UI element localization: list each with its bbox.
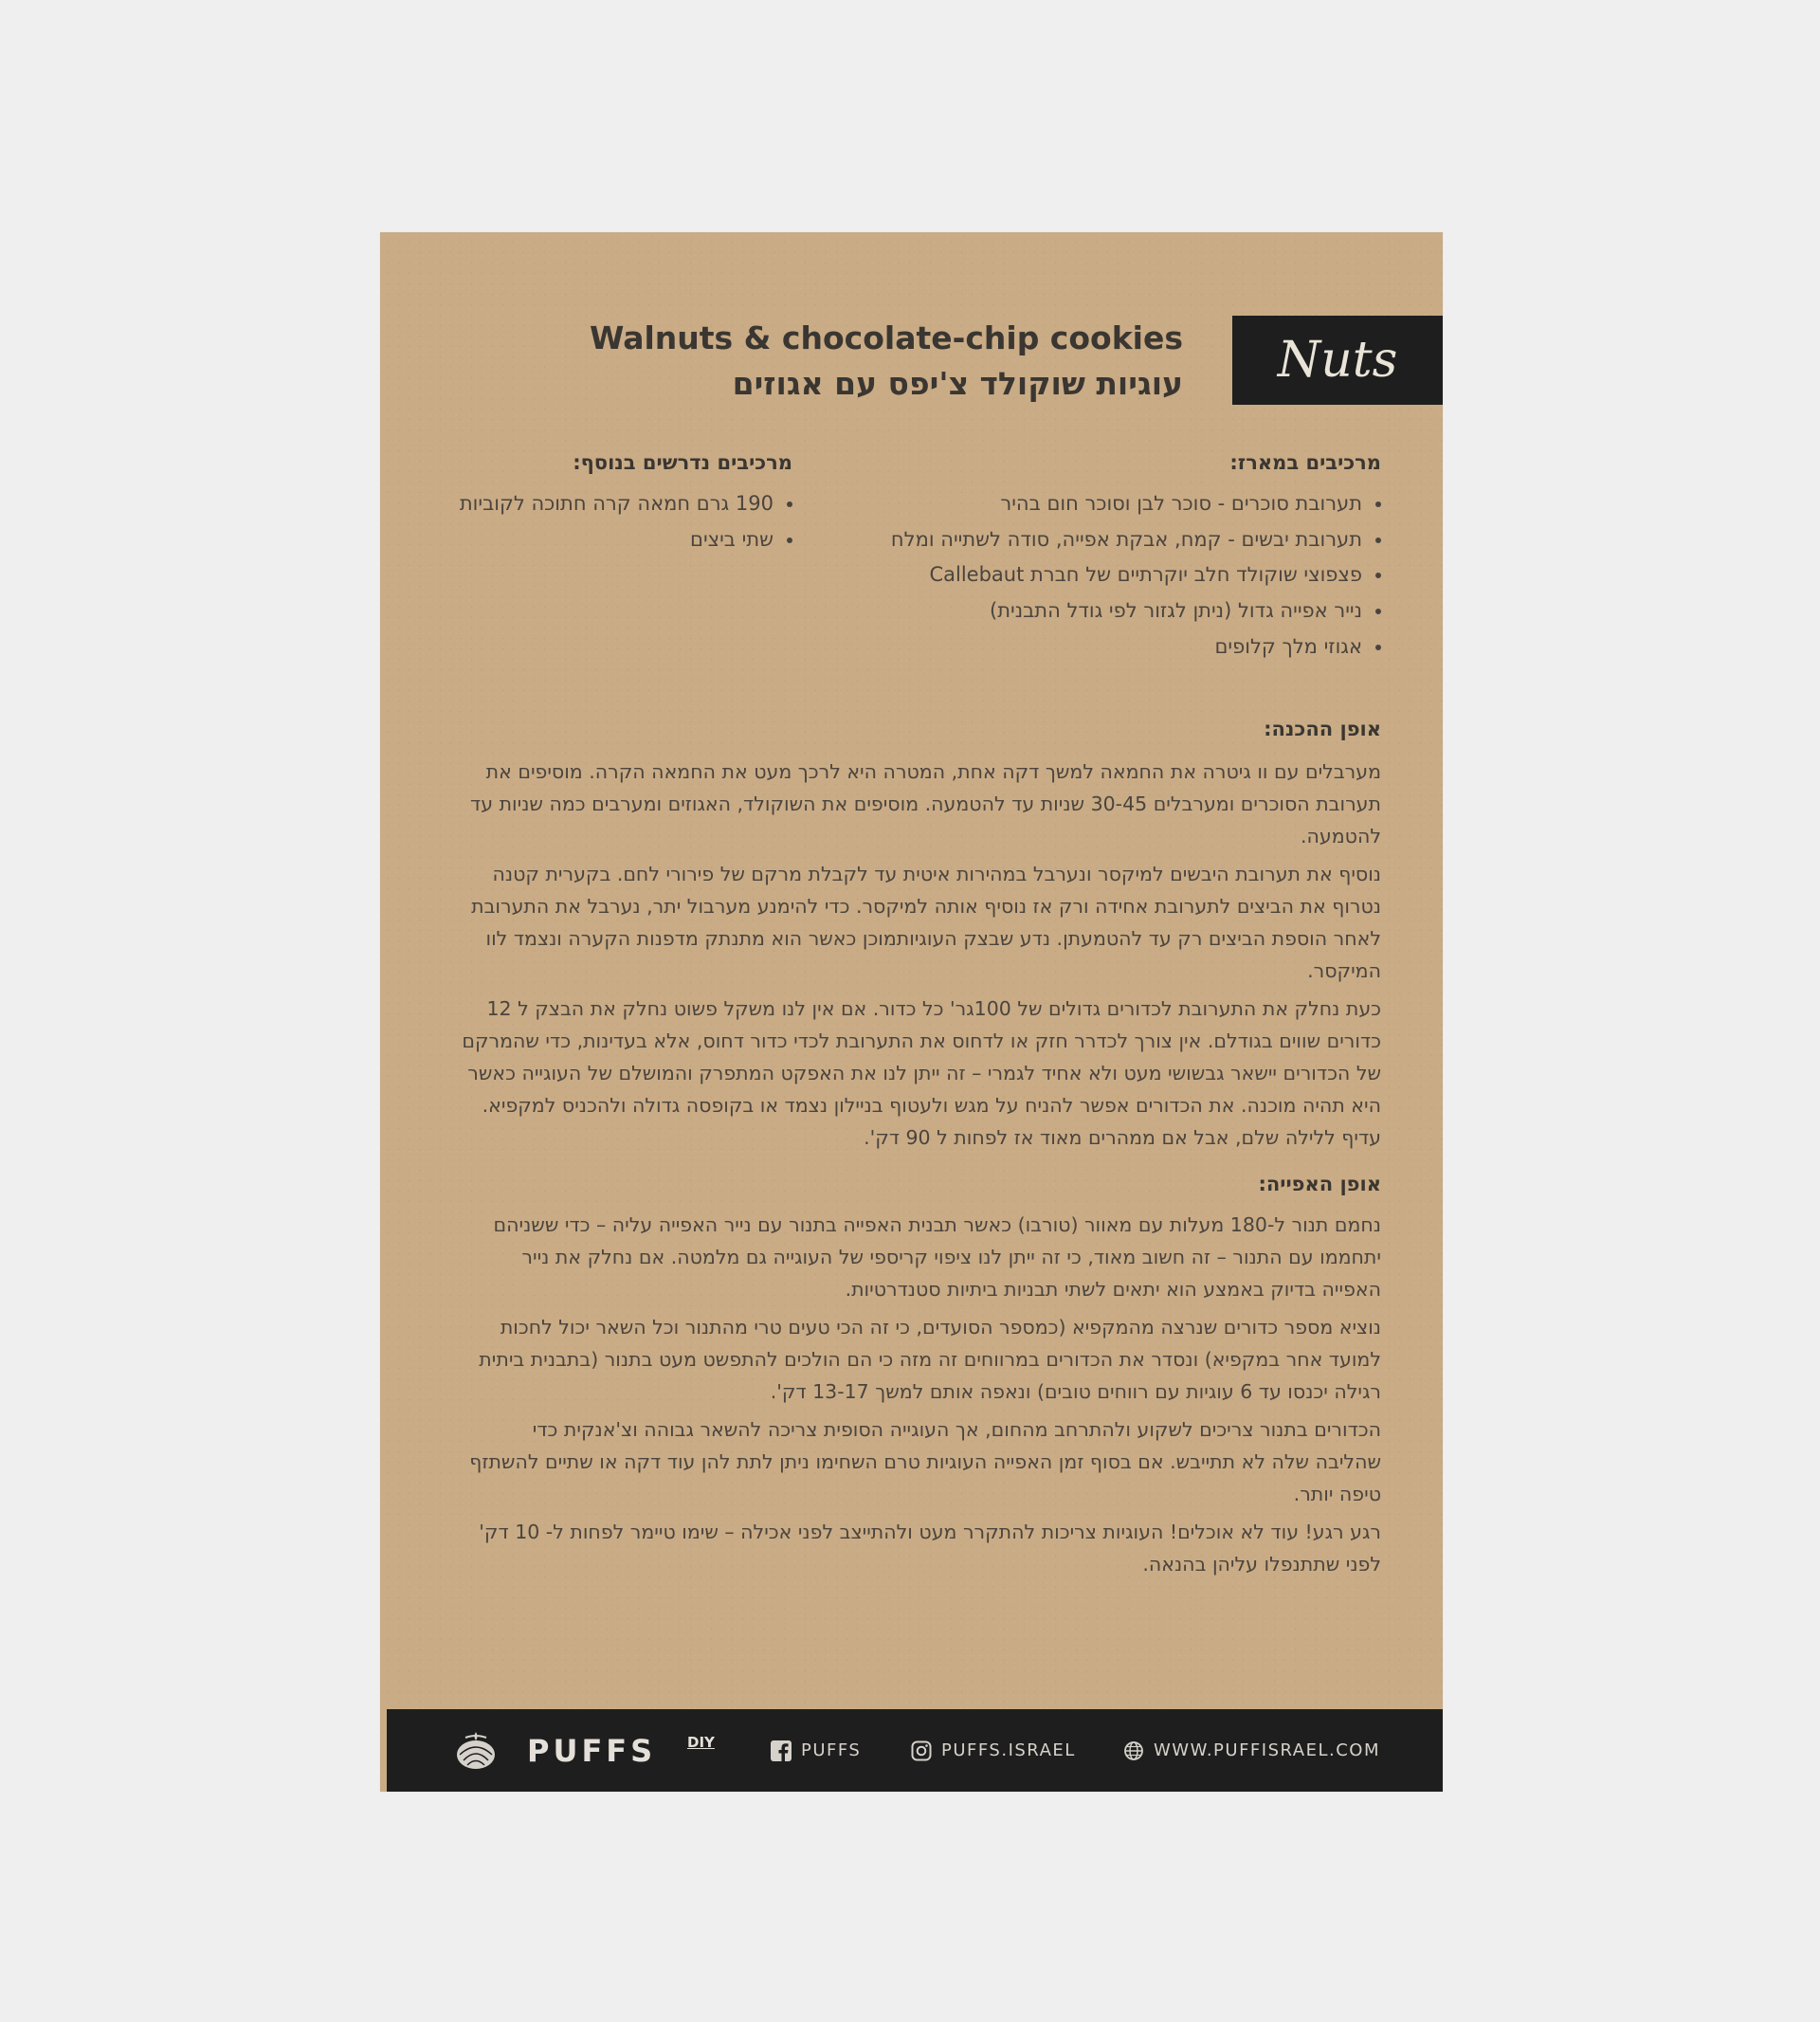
- preparation-paragraph: כעת נחלק את התערובת לכדורים גדולים של 100גר' כל כדור. אם אין לנו משקל פשוט נחלק את הבצק ל 12 כדורים שווים בגודלם. אין צורך לכדרר חזק או לדחוס את התערובת לכדי כדור דחוס, אלא בעדינות, כדי שהמרקם של הכדורים יישאר גבשושי מעט ולא אחיד לגמרי – זה ייתן לנו את האפקט המתפרק והמושלם של העוגייה כאשר היא תהיה מוכנה. את הכדורים אפשר להניח על מגש ולעטוף בניילון נצמד או בקופסה גדולה ולהכניס למקפיא. עדיף ללילה שלם, אבל אם ממהרים מאוד אז לפחות ל 90 דק'.: [462, 997, 1381, 1149]
- list-item: תערובת סוכרים - סוכר לבן וסוכר חום בהיר: [891, 486, 1381, 522]
- recipe-title-hebrew: עוגיות שוקולד צ'יפס עם אגוזים: [732, 365, 1183, 402]
- extra-ingredients-list: [460, 486, 792, 557]
- kit-ingredients-heading: מרכיבים במארז:: [1229, 451, 1381, 474]
- bullet-icon: [1375, 573, 1381, 578]
- bullet-icon: [1375, 537, 1381, 543]
- globe-icon: [1123, 1740, 1144, 1761]
- baking-paragraph: נחמם תנור ל-180 מעלות עם מאוור (טורבו) כאשר תבנית האפייה בתנור עם נייר האפייה עליה – כדי ששניהם יתחממו עם התנור – זה חשוב מאוד, כי זה ייתן לנו ציפוי קריספי של העוגייה גם מלמטה. אם נחלק את נייר האפייה בדיוק באמצע הוא יתאים לשתי תבניות ביתיות סטנדרטיות.: [493, 1213, 1381, 1301]
- footer-bar: [387, 1709, 1443, 1792]
- list-item: נייר אפייה גדול (ניתן לגזור לפי גודל התבנית): [891, 593, 1381, 629]
- list-item: תערובת יבשים - קמח, אבקת אפייה, סודה לשתייה ומלח: [891, 522, 1381, 558]
- list-item: אגוזי מלך קלופים: [891, 629, 1381, 665]
- bullet-icon: [787, 501, 792, 507]
- list-item: שתי ביצים: [460, 522, 792, 558]
- instagram-handle: PUFFS.ISRAEL: [941, 1740, 1076, 1760]
- baking-paragraph: רגע רגע! עוד לא אוכלים! העוגיות צריכות להתקרר מעט ולהתייצב לפני אכילה – שימו טיימר לפחות ל- 10 דק' לפני שתתנפלו עליהן בהנאה.: [479, 1521, 1381, 1576]
- category-label: Nuts: [1277, 332, 1398, 389]
- recipe-title-english: Walnuts & chocolate-chip cookies: [589, 319, 1183, 356]
- preparation-paragraph: נוסיף את תערובת היבשים למיקסר ונערבל במהירות איטית עד לקבלת מרקם של פירורי לחם. בקערית קטנה נטרוף את הביצים לתערובת אחידה ורק אז נוסיף אותה למיקסר. כדי להימנע מערבול יתר, נערבל את התערובת לאחר הוספת הביצים רק עד להטמעתן. נדע שבצק העוגיותמוכן כאשר הוא מתנתק מדפנות הקערה ונצמד לוו המיקסר.: [471, 863, 1381, 982]
- extra-ingredients-heading: מרכיבים נדרשים בנוסף:: [573, 451, 792, 474]
- bullet-icon: [787, 537, 792, 543]
- baking-body: [462, 1209, 1381, 1586]
- brand-sub: DIY: [687, 1734, 715, 1751]
- facebook-handle: PUFFS: [801, 1740, 862, 1760]
- recipe-card: [380, 232, 1443, 1792]
- baking-paragraph: הכדורים בתנור צריכים לשקוע ולהתרחב מהחום, אך העוגייה הסופית צריכה להשאר גבוהה וצ'אנקית כדי שהליבה שלה לא תתייבש. אם בסוף זמן האפייה העוגיות טרם השחימו ניתן לתת להן עוד דקה או שתיים להשתזף טיפה יותר.: [469, 1418, 1381, 1505]
- bullet-icon: [1375, 645, 1381, 650]
- puffs-logo-icon: [454, 1726, 498, 1772]
- facebook-icon: [771, 1740, 792, 1761]
- brand-name: PUFFS: [527, 1733, 657, 1769]
- baking-heading: אופן האפייה:: [1258, 1173, 1381, 1195]
- list-item: 190 גרם חמאה קרה חתוכה לקוביות: [460, 486, 792, 522]
- preparation-heading: אופן ההכנה:: [1264, 718, 1381, 740]
- website-url: WWW.PUFFISRAEL.COM: [1154, 1740, 1381, 1760]
- baking-paragraph: נוציא מספר כדורים שנרצה מהמקפיא (כמספר הסועדים, כי זה הכי טעים טרי מהתנור וכל השאר יכול לחכות למועד אחר במקפיא) ונסדר את הכדורים במרווחים זה מזה כי הם הולכים להתפשט מעט בתנור (בתבנית ביתית רגילה יכנסו עד 6 עוגיות עם רווחים טובים) ונאפה אותם למשך 13-17 דק'.: [479, 1316, 1381, 1403]
- category-badge: [1232, 316, 1443, 405]
- list-item: פצפוצי שוקולד חלב יוקרתיים של חברת Callebaut: [891, 557, 1381, 593]
- bullet-icon: [1375, 609, 1381, 614]
- website-link[interactable]: [1123, 1709, 1380, 1792]
- facebook-link[interactable]: [771, 1709, 861, 1792]
- preparation-paragraph: מערבלים עם וו גיטרה את החמאה למשך דקה אחת, המטרה היא לרכך מעט את החמאה הקרה. מוסיפים את תערובת הסוכרים ומערבלים 30-45 שניות עד להטמעה. מוסיפים את השוקולד, האגוזים ומערבים כמה שניות עד להטמעה.: [470, 760, 1381, 847]
- instagram-link[interactable]: [911, 1709, 1076, 1792]
- instagram-icon: [911, 1740, 932, 1761]
- preparation-body: [462, 756, 1381, 1159]
- kit-ingredients-list: [891, 486, 1381, 665]
- bullet-icon: [1375, 501, 1381, 507]
